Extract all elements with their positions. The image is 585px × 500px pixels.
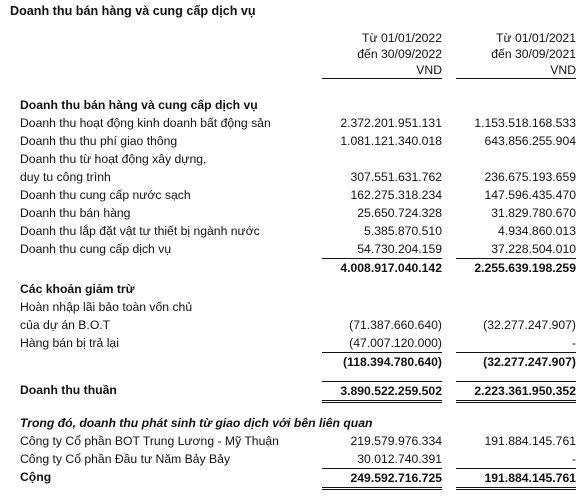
subtotal-value-2021: (32.277.247.907) [456, 352, 576, 371]
table-row [0, 240, 585, 258]
row-value-2022: 25.650.724.328 [357, 206, 442, 220]
table-row [0, 222, 585, 240]
net-revenue-label: Doanh thu thuần [20, 383, 117, 397]
table-row [0, 316, 585, 334]
row-value-2021: 191.884.145.761 [484, 434, 576, 448]
row-value-2021: 147.596.435.470 [484, 188, 576, 202]
row-label: Doanh thu bán hàng [20, 206, 131, 220]
row-value-2021: 1.153.518.168.533 [474, 116, 576, 130]
subtotal-row [0, 352, 585, 370]
row-label: Hoàn nhập lãi bảo toàn vốn chủ [20, 300, 193, 314]
row-label-continued: của dự án B.O.T [20, 318, 111, 332]
row-value-2022: 162.275.318.234 [350, 188, 442, 202]
table-row [0, 450, 585, 468]
row-value-2022: 219.579.976.334 [350, 434, 442, 448]
column-unit: VND [456, 62, 576, 79]
total-value-2021: 191.884.145.761 [456, 468, 576, 490]
row-value-2022: 30.012.740.391 [357, 452, 442, 466]
net-revenue-row [0, 381, 585, 399]
row-value-2022: 5.385.870.510 [364, 224, 442, 238]
subtotal-row [0, 258, 585, 276]
subtotal-value-2022: 4.008.917.040.142 [322, 258, 442, 277]
table-row [0, 204, 585, 222]
row-label: Công ty Cổ phần Đầu tư Năm Bảy Bảy [20, 452, 231, 466]
total-value-2022: 249.592.716.725 [322, 468, 442, 490]
row-label: Doanh thu hoạt động kinh doanh bất động sản [20, 116, 271, 130]
row-label: Doanh thu lắp đặt vật tư thiết bị ngành nước [20, 224, 260, 238]
row-value-2022: 2.372.201.951.131 [340, 116, 442, 130]
table-row-label-line [0, 150, 585, 168]
section-heading [0, 96, 585, 114]
section-heading [0, 280, 585, 298]
table-row [0, 168, 585, 186]
column-header-2021 [456, 30, 576, 79]
row-value-2021: 37.228.504.010 [491, 242, 576, 256]
row-value-2021: 31.829.780.670 [491, 206, 576, 220]
net-revenue-2021: 2.223.361.950.352 [456, 381, 576, 403]
row-label: Doanh thu cung cấp dịch vụ [20, 242, 172, 256]
row-label: Doanh thu thu phí giao thông [20, 134, 178, 148]
table-row [0, 114, 585, 132]
section-heading-label: Doanh thu bán hàng và cung cấp dịch vụ [20, 98, 258, 112]
column-header-line2: đến 30/09/2021 [491, 47, 576, 61]
row-value-2021: 4.934.860.013 [498, 224, 576, 238]
row-label-continued: duy tu công trình [20, 170, 111, 184]
row-value-2021: 236.675.193.659 [484, 170, 576, 184]
row-value-2021: - [571, 452, 576, 466]
section-heading-label: Các khoản giảm trừ [20, 282, 135, 296]
row-label: Công ty Cổ phần BOT Trung Lương - Mỹ Thuận [20, 434, 279, 448]
row-label: Hàng bán bị trả lại [20, 336, 119, 350]
row-value-2022: 307.551.631.762 [350, 170, 442, 184]
subtotal-value-2022: (118.394.780.640) [322, 352, 442, 371]
total-label: Cộng [20, 470, 52, 484]
column-header-line1: Từ 01/01/2022 [362, 31, 442, 45]
subtotal-value-2021: 2.255.639.198.259 [456, 258, 576, 277]
net-revenue-2022: 3.890.522.259.502 [322, 381, 442, 403]
row-value-2022: (47.007.120.000) [349, 336, 442, 350]
column-header-line2: đến 30/09/2022 [357, 47, 442, 61]
table-row [0, 334, 585, 352]
row-value-2021: (32.277.247.907) [483, 318, 576, 332]
table-row [0, 186, 585, 204]
row-value-2022: 1.081.121.340.018 [340, 134, 442, 148]
column-unit: VND [322, 62, 442, 79]
column-header-line1: Từ 01/01/2021 [496, 31, 576, 45]
row-label: Doanh thu cung cấp nước sạch [20, 188, 191, 202]
row-value-2022: 54.730.204.159 [357, 242, 442, 256]
row-value-2022: (71.387.660.640) [349, 318, 442, 332]
row-value-2021: - [571, 336, 576, 350]
section-heading [0, 414, 585, 432]
note-title: Doanh thu bán hàng và cung cấp dịch vụ [10, 4, 256, 18]
table-row [0, 132, 585, 150]
table-row-label-line [0, 298, 585, 316]
column-header-2022 [322, 30, 442, 79]
table-row [0, 432, 585, 450]
row-value-2021: 643.856.255.904 [484, 134, 576, 148]
row-label: Doanh thu từ hoạt động xây dựng, [20, 152, 207, 166]
total-row [0, 468, 585, 486]
section-heading-label: Trong đó, doanh thu phát sinh từ giao dịch với bên liên quan [20, 416, 373, 430]
